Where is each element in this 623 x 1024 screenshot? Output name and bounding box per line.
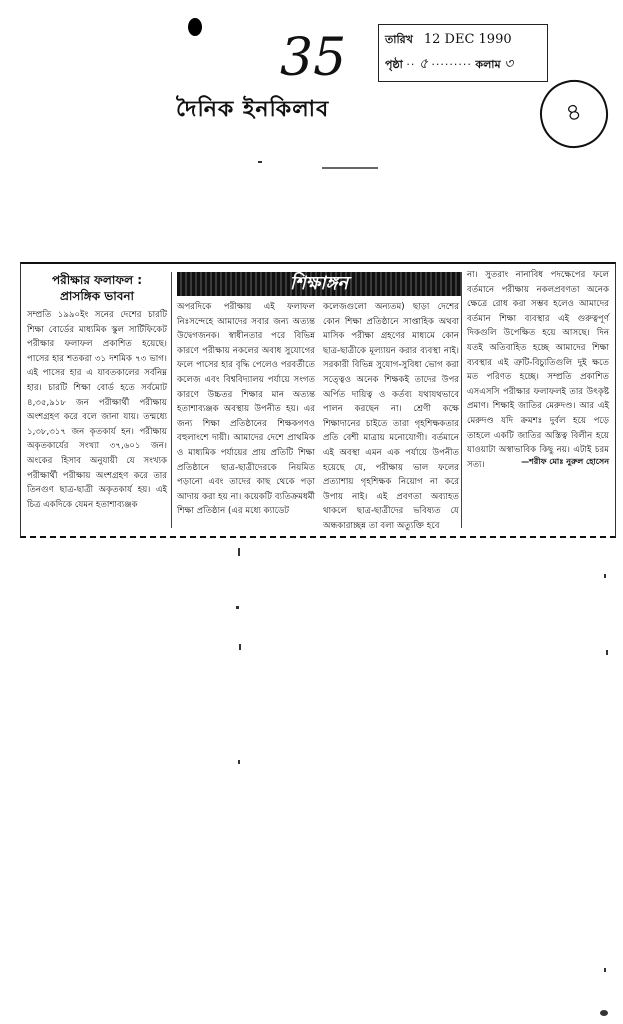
article-text-col-2: অপরদিকে পরীক্ষায় এই ফলাফল নিঃসন্দেহে আমাদের সবার জন্য অত্যন্ত উদ্বেগজনক। স্বাধীনতার পরে বিভিন্ন কারণে পরীক্ষায় নকলের অবাধ সুযোগের ফলে পাসের হার বৃদ্ধি পেলেও পরবর্তীতে কলেজ এবং বিশ্ববিদ্যালয় পর্যায়ে সংগত কারণে উচ্চতর শিক্ষার মান অত্যন্ত হতাশাব্যঞ্জক অবস্থায় উপনীত হয়। এর জন্য শিক্ষা প্রতিষ্ঠানের শিক্ষকগণও বহুলাংশে দায়ী। আমাদের দেশে প্রাথমিক ও মাধ্যমিক পর্যায়ের প্রায় প্রতিটি শিক্ষা প্রতিষ্ঠানে ছাত্র-ছাত্রীদেরকে নিয়মিত পড়ানো এবং তাদের কাছ থেকে পড়া আদায় করা হয় না। কয়েকটি ব্যতিক্রমধর্মী শিক্ষা প্রতিষ্ঠান (এর মধ্যে ক্যাডেট: [177, 302, 315, 517]
article-text-col-4: না। সুতরাং নানাবিধ পদক্ষেপের ফলে বর্তমানে পরীক্ষায় নকলপ্রবণতা অনেক ক্ষেত্রে রোধ করা সম্ভব হলেও আমাদের বর্তমান শিক্ষা ব্যবস্থার এই গুরুত্বপূর্ণ দিকগুলি উপেক্ষিত হয়ে আসছে। দিন যতই অতিবাহিত হচ্ছে আমাদের শিক্ষা ব্যবস্থার এই ত্রুটি-বিচ্যুতিগুলি দুই ক্ষতে মত পরিণত হচ্ছে। সম্প্রতি প্রকাশিত এসএসসি পরীক্ষার ফলাফলই তার উৎকৃষ্ট প্রমাণ। শিক্ষাই জাতির মেরুদণ্ড। আর এই মেরুদণ্ড যদি ক্রমশঃ দুর্বল হয়ে পড়ে তাহলে একটি জাতির অস্তিত্ব বিলীন হয়ে যাওয়াটা অস্বাভাবিক কিছু নয়। এটাই চরম সত্য।: [467, 270, 609, 470]
corner-handwritten-mark: ৪: [532, 72, 615, 155]
column-title: শিক্ষাঙ্গন: [289, 273, 349, 294]
scan-speck: [239, 644, 241, 650]
stamp-date-label: তারিখ: [385, 33, 413, 46]
article-column-4: [467, 268, 609, 530]
article-column-1: [27, 272, 167, 530]
handwritten-number: 35: [280, 28, 347, 88]
stamp-column-value: ৩: [504, 56, 514, 72]
headline-line-1: পরীক্ষার ফলাফল :: [51, 273, 143, 287]
stamp-page-value: ৫: [418, 56, 428, 72]
scan-speck: [604, 968, 606, 972]
column-rule: [461, 272, 462, 528]
newspaper-name: দৈনিক ইনকিলাব: [176, 97, 330, 122]
article-byline: —শরীফ মোঃ নুরুল হোসেন: [521, 457, 609, 466]
article-text-col-3: কলেজগুলো অন্যতম) ছাড়া দেশের কোন শিক্ষা প্রতিষ্ঠানে সাপ্তাহিক অথবা মাসিক পরীক্ষা গ্রহণের মাধ্যমে কোন ছাত্র-ছাত্রীকে মূল্যায়ন করার ব্যবস্থা নাই। সরকারী বিভিন্ন সুযোগ-সুবিধা ভোগ করা সত্ত্বেও অনেক শিক্ষকই তাদের উপর অর্পিত দায়িত্ব ও কর্তব্য যথাযথভাবে পালন করছেন না। শ্রেণী কক্ষে শিক্ষাদানের চাইতে তারা গৃহশিক্ষকতার প্রতি বেশী মাত্রায় মনোযোগী। বর্তমানে এই অবস্থা এমন এক পর্যায়ে উপনীত হয়েছে যে, পরীক্ষায় ভাল ফলের প্রত্যাশায় গৃহশিক্ষক নিয়োগ না করে উপায় নাই। এই প্রবণতা অব্যাহত থাকলে ছাত্র-ছাত্রীদের ভবিষ্যত যে অন্ধকারাচ্ছন্ন তা বলা অত্যুক্তি হবে: [323, 302, 459, 531]
stamp-date-value: 12 DEC 1990: [423, 32, 512, 47]
archive-date-stamp: তারিখ 12 DEC 1990 পৃষ্ঠা ·· ৫ ········· কলাম ৩: [378, 24, 548, 82]
article-text-col-1: সম্প্রতি ১৯৯০ইং সনের দেশের চারটি শিক্ষা বোর্ডের মাধ্যমিক স্কুল সার্টিফিকেট পরীক্ষার ফলাফল প্রকাশিত হয়েছে। পাসের হার শতকরা ৩১ দশমিক ৭৩ ভাগ। এই পাসের হার এ যাবতকালের সর্বনিম্ন হার। চারটি শিক্ষা বোর্ড হতে সর্বমোট ৪,৩৫,৯১৮ জন পরীক্ষার্থী পরীক্ষায় অংশগ্রহণ করে বলে জানা যায়। তন্মধ্যে ১,৩৮,৩১৭ জন কৃতকার্য হন। পরীক্ষায় অকৃতকার্যের সংখ্যা ৩৭,৬০১ জন। অংকের হিসাব অনুযায়ী যে সংখ্যক পরীক্ষার্থী পরীক্ষায় অংশগ্রহণ করে তার তিনগুণ ছাত্র-ছাত্রী অকৃতকার্য হয়। এই চিত্র একদিকে যেমন হতাশাব্যঞ্জক: [27, 310, 167, 510]
scan-speck: [258, 161, 262, 163]
scan-speck: [322, 167, 378, 169]
scan-speck: [604, 574, 606, 578]
stamp-column-label: কলাম: [475, 58, 501, 71]
headline-line-2: প্রাসঙ্গিক ভাবনা: [59, 289, 135, 303]
column-rule: [171, 272, 172, 528]
scan-speck: [606, 650, 608, 655]
scan-speck: [238, 548, 240, 556]
punch-hole-dot: [188, 18, 202, 36]
column-title-banner: [177, 272, 461, 296]
scan-speck: [600, 1010, 608, 1016]
scan-speck: [236, 606, 239, 609]
stamp-page-label: পৃষ্ঠা: [385, 58, 403, 71]
article-clipping: [20, 262, 616, 538]
scan-speck: [238, 760, 240, 764]
